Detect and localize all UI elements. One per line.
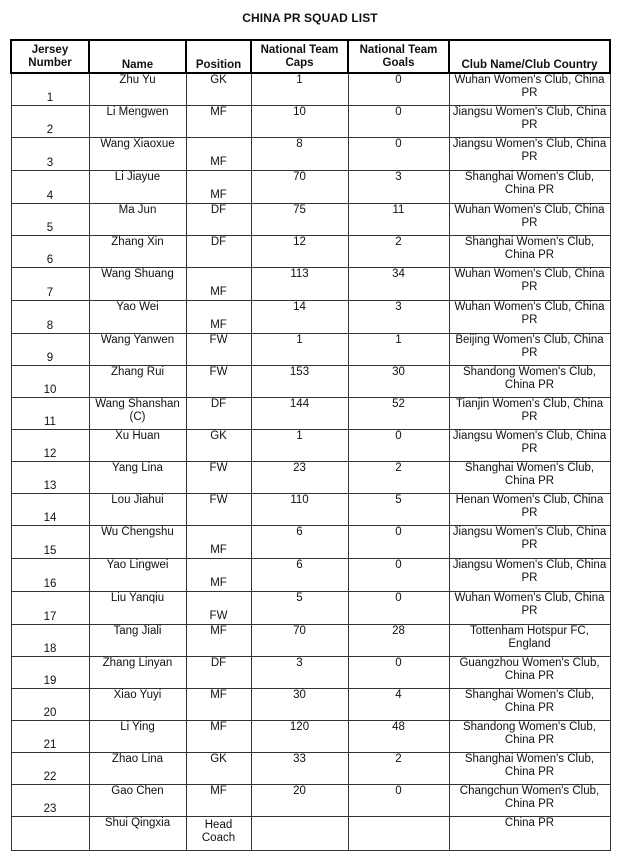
goals-cell: 0: [348, 592, 449, 625]
goals-cell: 0: [348, 785, 449, 817]
header-jersey-number: Jersey Number: [11, 40, 89, 73]
jersey-number-cell: 1: [11, 73, 89, 106]
caps-cell: 23: [251, 462, 348, 494]
club-cell: Shanghai Women's Club, China PR: [449, 171, 610, 204]
table-row: [11, 494, 610, 526]
jersey-number-cell: 8: [11, 301, 89, 334]
jersey-number-cell: 7: [11, 268, 89, 301]
club-cell: Jiangsu Women's Club, China PR: [449, 138, 610, 171]
coach-jersey-cell: [11, 817, 89, 851]
position-cell: GK: [186, 753, 251, 785]
caps-cell: 120: [251, 721, 348, 753]
jersey-number-cell: 21: [11, 721, 89, 753]
header-name: Name: [89, 40, 186, 73]
goals-cell: 30: [348, 366, 449, 398]
jersey-number-cell: 13: [11, 462, 89, 494]
caps-cell: 70: [251, 625, 348, 657]
jersey-number-cell: 23: [11, 785, 89, 817]
goals-cell: 2: [348, 753, 449, 785]
player-name-cell: Wang Yanwen: [89, 334, 186, 366]
table-row: [11, 430, 610, 462]
goals-cell: 0: [348, 73, 449, 106]
table-row: [11, 171, 610, 204]
jersey-number-cell: 11: [11, 398, 89, 430]
jersey-number-cell: 5: [11, 204, 89, 236]
position-cell: DF: [186, 236, 251, 268]
club-cell: Wuhan Women's Club, China PR: [449, 73, 610, 106]
player-name-cell: Xiao Yuyi: [89, 689, 186, 721]
goals-cell: 0: [348, 526, 449, 559]
caps-cell: 70: [251, 171, 348, 204]
goals-cell: 4: [348, 689, 449, 721]
player-name-cell: Li Mengwen: [89, 106, 186, 138]
position-cell: FW: [186, 592, 251, 625]
player-name-cell: Gao Chen: [89, 785, 186, 817]
position-cell: GK: [186, 73, 251, 106]
caps-cell: 30: [251, 689, 348, 721]
page-title: CHINA PR SQUAD LIST: [242, 11, 378, 25]
goals-cell: 0: [348, 657, 449, 689]
table-row: [11, 268, 610, 301]
player-name-cell: Wang Xiaoxue: [89, 138, 186, 171]
club-cell: Beijing Women's Club, China PR: [449, 334, 610, 366]
goals-cell: 34: [348, 268, 449, 301]
table-row: [11, 366, 610, 398]
caps-cell: 75: [251, 204, 348, 236]
jersey-number-cell: 19: [11, 657, 89, 689]
player-name-cell: Ma Jun: [89, 204, 186, 236]
caps-cell: 1: [251, 430, 348, 462]
player-name-cell: Tang Jiali: [89, 625, 186, 657]
goals-cell: 2: [348, 236, 449, 268]
caps-cell: 3: [251, 657, 348, 689]
goals-cell: 28: [348, 625, 449, 657]
club-cell: Shanghai Women's Club, China PR: [449, 236, 610, 268]
club-cell: Wuhan Women's Club, China PR: [449, 301, 610, 334]
position-cell: MF: [186, 625, 251, 657]
caps-cell: 20: [251, 785, 348, 817]
player-name-cell: Zhang Linyan: [89, 657, 186, 689]
header-national-team-goals: National Team Goals: [348, 40, 449, 73]
caps-cell: 113: [251, 268, 348, 301]
position-cell: MF: [186, 526, 251, 559]
club-cell: Shandong Women's Club, China PR: [449, 721, 610, 753]
table-row: [11, 398, 610, 430]
goals-cell: 52: [348, 398, 449, 430]
caps-cell: 8: [251, 138, 348, 171]
squad-table: [10, 39, 611, 851]
table-row: [11, 106, 610, 138]
club-cell: Wuhan Women's Club, China PR: [449, 268, 610, 301]
club-cell: Wuhan Women's Club, China PR: [449, 204, 610, 236]
jersey-number-cell: 4: [11, 171, 89, 204]
caps-cell: 144: [251, 398, 348, 430]
player-name-cell: Li Ying: [89, 721, 186, 753]
jersey-number-cell: 16: [11, 559, 89, 592]
position-cell: MF: [186, 171, 251, 204]
table-row: [11, 689, 610, 721]
club-cell: Shanghai Women's Club, China PR: [449, 753, 610, 785]
goals-cell: 3: [348, 301, 449, 334]
position-cell: MF: [186, 301, 251, 334]
club-cell: Tottenham Hotspur FC, England: [449, 625, 610, 657]
jersey-number-cell: 15: [11, 526, 89, 559]
goals-cell: 48: [348, 721, 449, 753]
table-row: [11, 301, 610, 334]
position-cell: MF: [186, 268, 251, 301]
jersey-number-cell: 20: [11, 689, 89, 721]
jersey-number-cell: 2: [11, 106, 89, 138]
table-row: [11, 559, 610, 592]
club-cell: Jiangsu Women's Club, China PR: [449, 559, 610, 592]
position-cell: MF: [186, 106, 251, 138]
coach-row: [11, 817, 610, 851]
caps-cell: 6: [251, 559, 348, 592]
club-cell: Jiangsu Women's Club, China PR: [449, 430, 610, 462]
club-cell: Shanghai Women's Club, China PR: [449, 462, 610, 494]
position-cell: MF: [186, 689, 251, 721]
player-name-cell: Zhang Rui: [89, 366, 186, 398]
table-row: [11, 204, 610, 236]
jersey-number-cell: 12: [11, 430, 89, 462]
club-cell: Guangzhou Women's Club, China PR: [449, 657, 610, 689]
table-row: [11, 592, 610, 625]
position-cell: DF: [186, 398, 251, 430]
caps-cell: 10: [251, 106, 348, 138]
table-row: [11, 526, 610, 559]
club-cell: Wuhan Women's Club, China PR: [449, 592, 610, 625]
table-row: [11, 138, 610, 171]
jersey-number-cell: 9: [11, 334, 89, 366]
jersey-number-cell: 18: [11, 625, 89, 657]
position-cell: MF: [186, 138, 251, 171]
player-name-cell: Yang Lina: [89, 462, 186, 494]
goals-cell: 2: [348, 462, 449, 494]
goals-cell: 5: [348, 494, 449, 526]
player-name-cell: Liu Yanqiu: [89, 592, 186, 625]
table-row: [11, 785, 610, 817]
player-name-cell: Zhang Xin: [89, 236, 186, 268]
table-row: [11, 73, 610, 106]
goals-cell: 0: [348, 430, 449, 462]
squad-body: [11, 73, 610, 817]
goals-cell: 0: [348, 106, 449, 138]
player-name-cell: Zhao Lina: [89, 753, 186, 785]
player-name-cell: Wang Shanshan (C): [89, 398, 186, 430]
caps-cell: 1: [251, 73, 348, 106]
table-row: [11, 657, 610, 689]
table-row: [11, 236, 610, 268]
caps-cell: 153: [251, 366, 348, 398]
player-name-cell: Lou Jiahui: [89, 494, 186, 526]
player-name-cell: Zhu Yu: [89, 73, 186, 106]
position-cell: FW: [186, 366, 251, 398]
jersey-number-cell: 6: [11, 236, 89, 268]
header-position: Position: [186, 40, 251, 73]
player-name-cell: Wang Shuang: [89, 268, 186, 301]
caps-cell: 33: [251, 753, 348, 785]
position-cell: MF: [186, 721, 251, 753]
club-cell: Jiangsu Women's Club, China PR: [449, 526, 610, 559]
header-club: Club Name/Club Country: [449, 40, 610, 73]
position-cell: FW: [186, 334, 251, 366]
caps-cell: 1: [251, 334, 348, 366]
table-row: [11, 334, 610, 366]
position-cell: MF: [186, 559, 251, 592]
player-name-cell: Li Jiayue: [89, 171, 186, 204]
caps-cell: 110: [251, 494, 348, 526]
coach-name-cell: Shui Qingxia: [89, 817, 186, 851]
jersey-number-cell: 3: [11, 138, 89, 171]
club-cell: Tianjin Women's Club, China PR: [449, 398, 610, 430]
goals-cell: 1: [348, 334, 449, 366]
table-row: [11, 753, 610, 785]
caps-cell: 14: [251, 301, 348, 334]
position-cell: FW: [186, 494, 251, 526]
jersey-number-cell: 10: [11, 366, 89, 398]
position-cell: GK: [186, 430, 251, 462]
table-row: [11, 462, 610, 494]
position-cell: DF: [186, 657, 251, 689]
goals-cell: 11: [348, 204, 449, 236]
goals-cell: 3: [348, 171, 449, 204]
caps-cell: 12: [251, 236, 348, 268]
club-cell: Shandong Women's Club, China PR: [449, 366, 610, 398]
coach-club-cell: China PR: [449, 817, 610, 851]
club-cell: Shanghai Women's Club, China PR: [449, 689, 610, 721]
table-row: [11, 625, 610, 657]
jersey-number-cell: 22: [11, 753, 89, 785]
goals-cell: 0: [348, 138, 449, 171]
club-cell: Changchun Women's Club, China PR: [449, 785, 610, 817]
position-cell: MF: [186, 785, 251, 817]
position-cell: FW: [186, 462, 251, 494]
goals-cell: 0: [348, 559, 449, 592]
coach-caps-cell: [251, 817, 348, 851]
player-name-cell: Wu Chengshu: [89, 526, 186, 559]
header-national-team-caps: National Team Caps: [251, 40, 348, 73]
coach-goals-cell: [348, 817, 449, 851]
position-cell: DF: [186, 204, 251, 236]
caps-cell: 6: [251, 526, 348, 559]
player-name-cell: Xu Huan: [89, 430, 186, 462]
club-cell: Jiangsu Women's Club, China PR: [449, 106, 610, 138]
jersey-number-cell: 14: [11, 494, 89, 526]
club-cell: Henan Women's Club, China PR: [449, 494, 610, 526]
jersey-number-cell: 17: [11, 592, 89, 625]
table-header-row: [11, 40, 610, 73]
caps-cell: 5: [251, 592, 348, 625]
player-name-cell: Yao Wei: [89, 301, 186, 334]
player-name-cell: Yao Lingwei: [89, 559, 186, 592]
coach-position-cell: Head Coach: [186, 817, 251, 851]
table-row: [11, 721, 610, 753]
